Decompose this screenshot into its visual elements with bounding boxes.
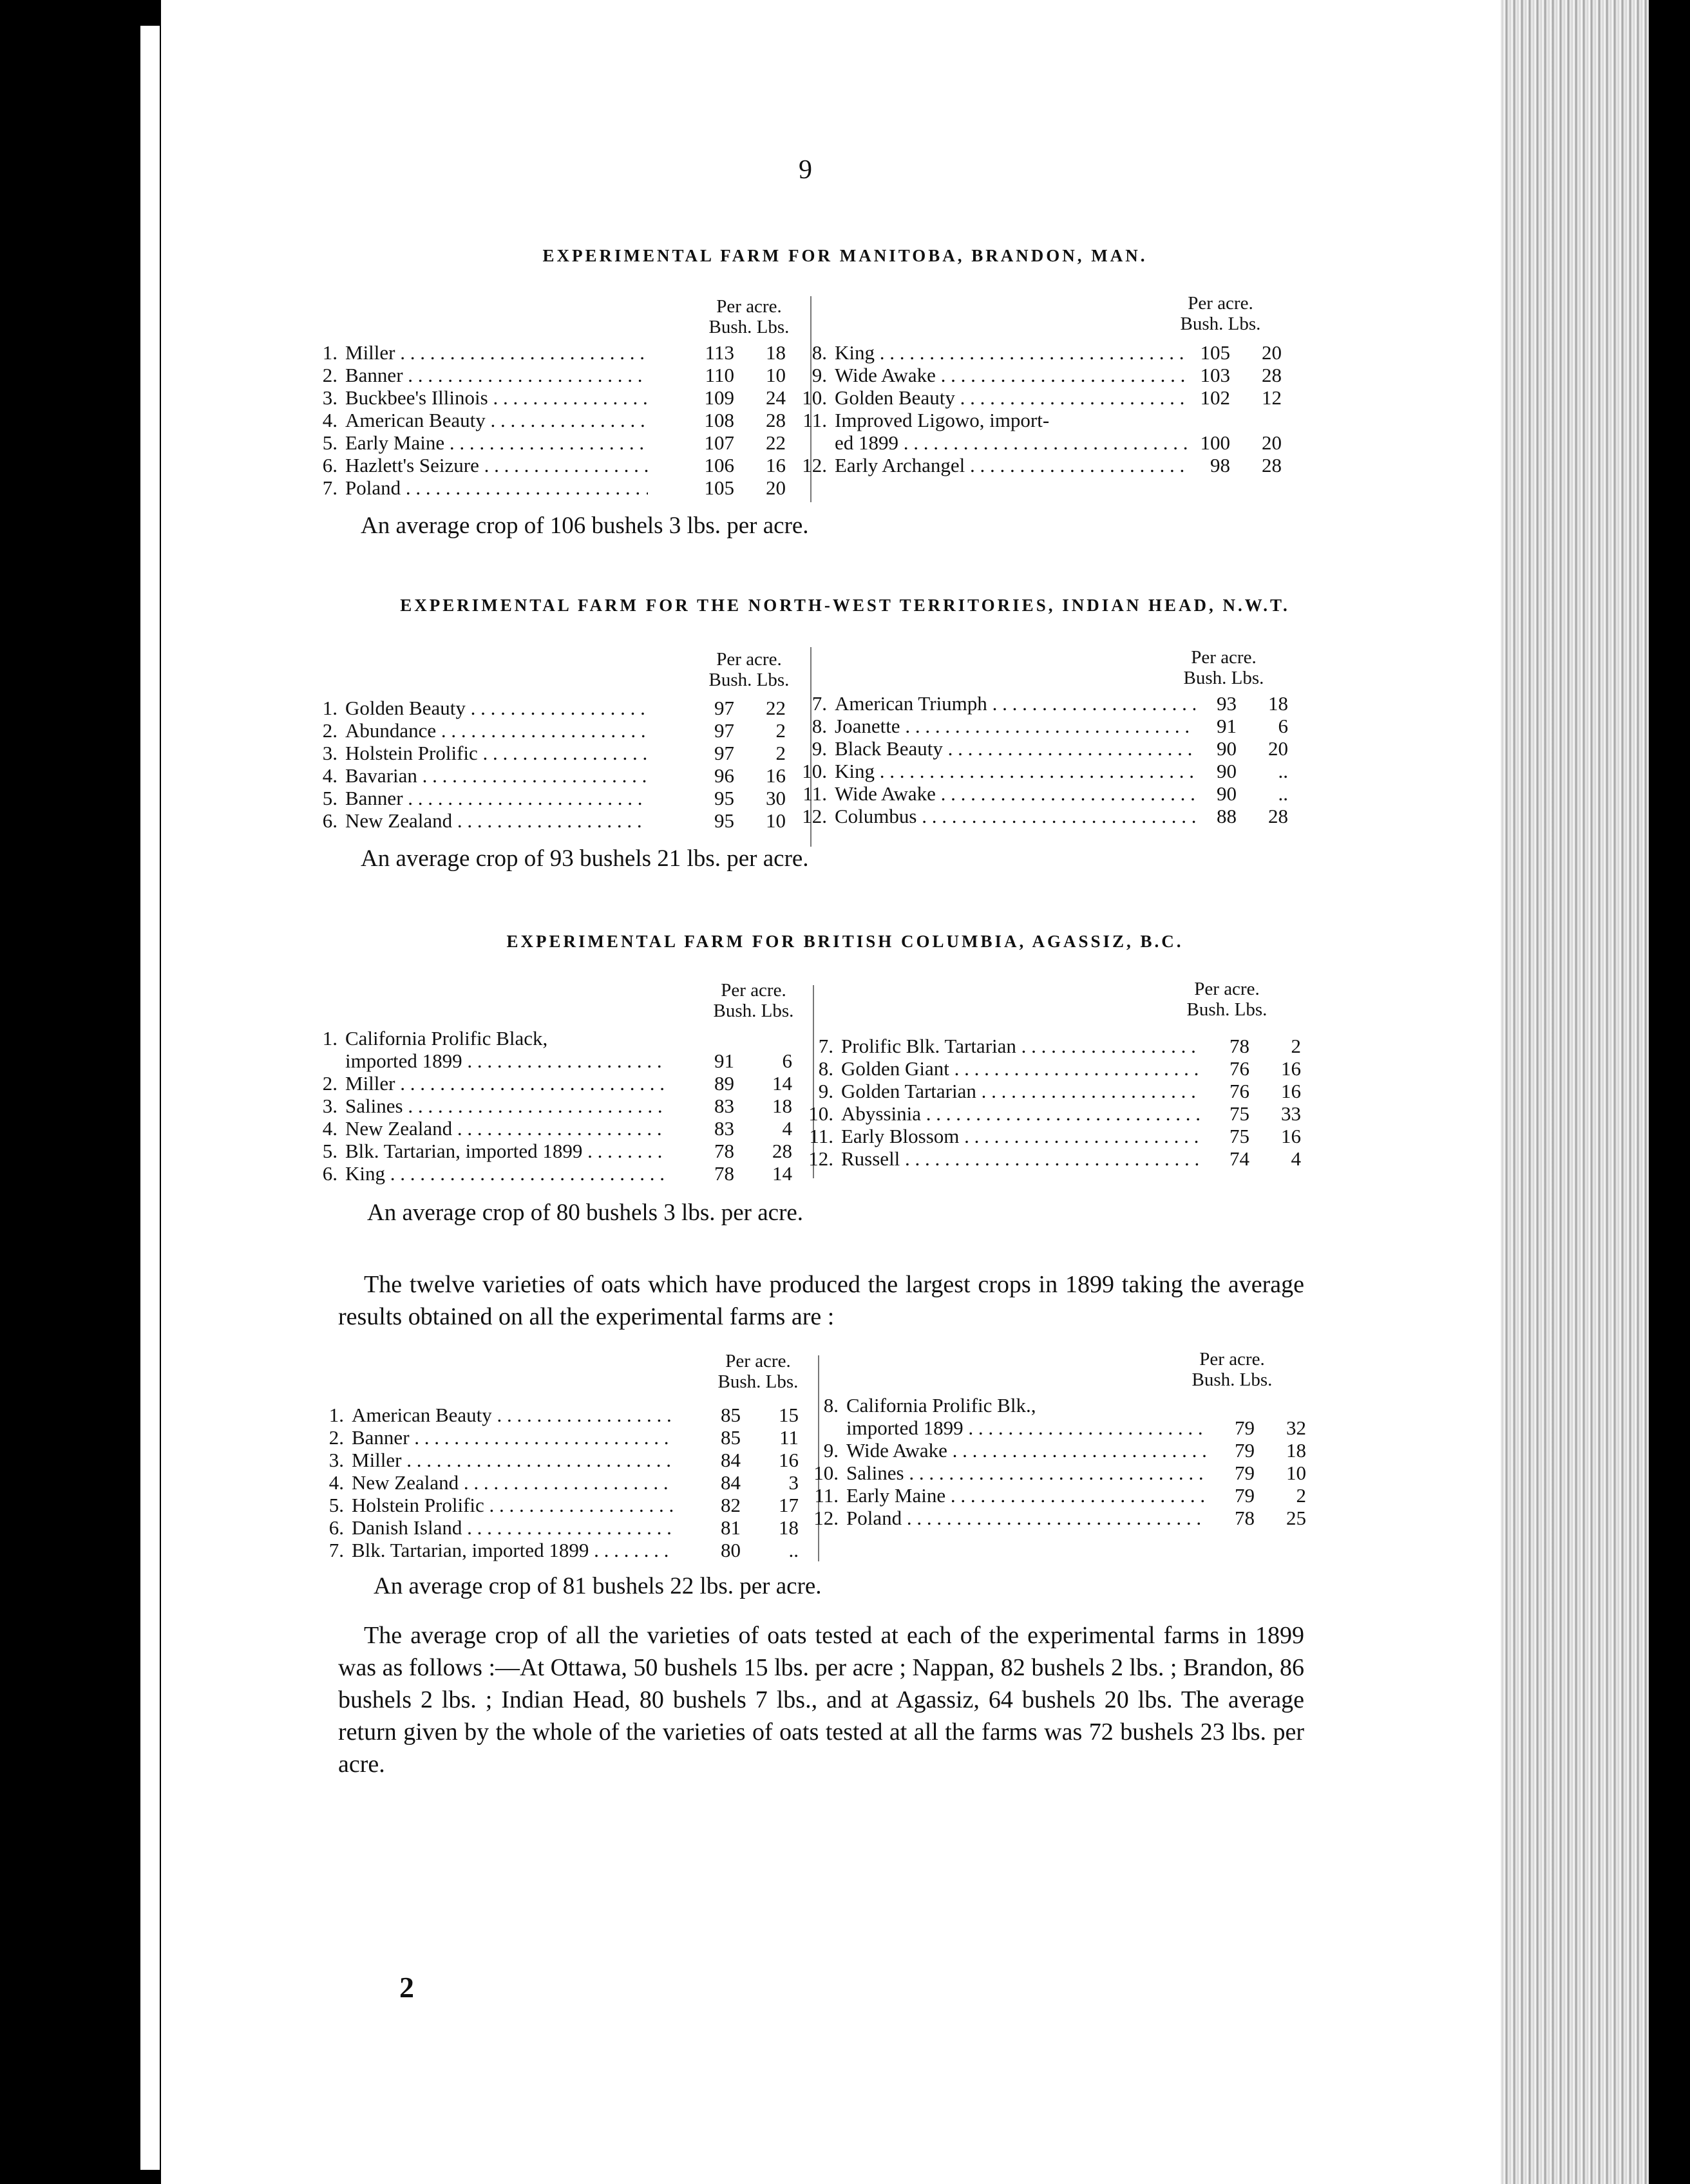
bushels-value: 85 <box>721 1404 741 1426</box>
table-row <box>316 1449 818 1471</box>
table-row <box>309 1050 812 1072</box>
pounds-value: 32 <box>1286 1417 1306 1439</box>
variety-name: ed 1899 . . . <box>835 431 1189 454</box>
bushels-value: 95 <box>714 809 734 832</box>
bushels-value: 107 <box>704 431 734 454</box>
table-row <box>810 1439 1313 1462</box>
bushels-value: 93 <box>1217 692 1237 715</box>
table-row <box>805 1147 1301 1170</box>
pounds-value: 22 <box>766 431 786 454</box>
variety-name: Joanette . . . <box>835 715 1195 737</box>
variety-name: Early Blossom . . . <box>841 1125 1202 1147</box>
table-row <box>309 386 799 409</box>
row-number: 12. <box>808 1147 833 1170</box>
col-header-right: Per acre. Bush. Lbs. <box>1186 979 1268 1020</box>
bushels-value: 91 <box>1217 715 1237 737</box>
page-edges <box>1501 0 1649 2184</box>
table-row <box>805 1035 1301 1057</box>
table-row <box>799 386 1295 409</box>
pounds-value: 2 <box>1291 1035 1301 1057</box>
bushels-value: 97 <box>714 719 734 742</box>
row-number: 4. <box>328 1471 344 1494</box>
variety-name: Holstein Prolific . . . <box>352 1494 674 1516</box>
row-number: 2. <box>322 719 337 742</box>
bushels-value: 97 <box>714 697 734 719</box>
row-number: 9. <box>812 737 827 760</box>
row-number: 4. <box>322 409 337 431</box>
table-row <box>799 692 1301 715</box>
variety-name: Buckbee's Illinois . . . <box>345 386 648 409</box>
row-number: 8. <box>812 715 827 737</box>
table-left-column <box>309 697 799 832</box>
table-row <box>316 1494 818 1516</box>
bushels-value: 98 <box>1210 454 1230 476</box>
bushels-value: 78 <box>1235 1507 1255 1529</box>
row-number: 9. <box>818 1080 833 1102</box>
table-row <box>309 1027 812 1050</box>
bushels-value: 84 <box>721 1449 741 1471</box>
summary-table-left <box>316 1404 818 1561</box>
bushels-value: 84 <box>721 1471 741 1494</box>
pounds-value: 20 <box>1262 431 1282 454</box>
table-left-column <box>309 341 799 499</box>
table-row <box>799 737 1301 760</box>
bushels-value: 83 <box>714 1095 734 1117</box>
pounds-value: .. <box>788 1539 799 1561</box>
pounds-value: 33 <box>1281 1102 1301 1125</box>
row-number: 3. <box>322 386 337 409</box>
table-row <box>309 409 799 431</box>
row-number: 6. <box>322 1162 337 1185</box>
variety-name: Improved Ligowo, import- <box>835 409 1050 431</box>
row-number: 2. <box>328 1426 344 1449</box>
pounds-value: 18 <box>779 1516 799 1539</box>
table-row <box>309 719 799 742</box>
pounds-value: 28 <box>1268 805 1288 827</box>
pounds-value: 20 <box>766 476 786 499</box>
average-text: An average crop of 106 bushels 3 lbs. per acre. <box>361 513 809 539</box>
row-number: 6. <box>322 454 337 476</box>
bushels-value: 78 <box>1230 1035 1249 1057</box>
table-row <box>316 1539 818 1561</box>
bushels-value: 88 <box>1217 805 1237 827</box>
bushels-value: 83 <box>714 1117 734 1140</box>
variety-name: Golden Tartarian . . . <box>841 1080 1202 1102</box>
pounds-value: .. <box>1278 760 1288 782</box>
pounds-value: 24 <box>766 386 786 409</box>
page-number: 9 <box>799 155 812 185</box>
pounds-value: 30 <box>766 787 786 809</box>
bushels-value: 96 <box>714 764 734 787</box>
bushels-value: 102 <box>1200 386 1230 409</box>
row-number: 5. <box>322 1140 337 1162</box>
row-number: 8. <box>823 1394 839 1417</box>
table-row <box>309 1072 812 1095</box>
pounds-value: 16 <box>779 1449 799 1471</box>
variety-name: Banner . . . <box>345 787 648 809</box>
table-row <box>309 809 799 832</box>
row-number: 3. <box>322 1095 337 1117</box>
bushels-value: 79 <box>1235 1439 1255 1462</box>
row-number: 6. <box>328 1516 344 1539</box>
bushels-value: 110 <box>705 364 734 386</box>
table-row <box>309 742 799 764</box>
variety-name: Wide Awake . . . <box>835 782 1195 805</box>
row-number: 8. <box>818 1057 833 1080</box>
bushels-value: 76 <box>1230 1080 1249 1102</box>
row-number: 10. <box>802 386 827 409</box>
variety-name: Golden Beauty . . . <box>835 386 1189 409</box>
pounds-value: 16 <box>1281 1057 1301 1080</box>
row-number: 8. <box>812 341 827 364</box>
col-header-left: Per acre. Bush. Lbs. <box>708 649 790 690</box>
variety-name: Abundance . . . <box>345 719 648 742</box>
variety-name: Poland . . . <box>846 1507 1207 1529</box>
row-number: 10. <box>802 760 827 782</box>
section-heading-nwt: EXPERIMENTAL FARM FOR THE NORTH-WEST TERRITORIES, INDIAN HEAD, N.W.T. <box>400 596 1290 615</box>
table-right-column <box>799 341 1295 476</box>
table-row <box>316 1404 818 1426</box>
bushels-value: 106 <box>704 454 734 476</box>
intro-paragraph: The twelve varieties of oats which have produced the largest crops in 1899 taking the average results obtained on all the experimental farms are : <box>338 1271 1304 1330</box>
table-row <box>316 1516 818 1539</box>
bushels-value: 90 <box>1217 760 1237 782</box>
col-header-right: Per acre. Bush. Lbs. <box>1192 1349 1273 1390</box>
section-heading-manitoba: EXPERIMENTAL FARM FOR MANITOBA, BRANDON, MAN. <box>542 246 1148 265</box>
bushels-value: 103 <box>1200 364 1230 386</box>
row-number: 9. <box>812 364 827 386</box>
average-text: An average crop of 80 bushels 3 lbs. per acre. <box>367 1200 804 1226</box>
table-row <box>309 341 799 364</box>
variety-name: Banner . . . <box>352 1426 674 1449</box>
table-right-column <box>799 692 1301 827</box>
row-number: 7. <box>812 692 827 715</box>
variety-name: New Zealand . . . <box>345 809 648 832</box>
row-number: 11. <box>814 1484 839 1507</box>
bushels-value: 95 <box>714 787 734 809</box>
row-number: 1. <box>328 1404 344 1426</box>
pounds-value: 20 <box>1262 341 1282 364</box>
row-number: 12. <box>813 1507 839 1529</box>
row-number: 4. <box>322 1117 337 1140</box>
row-number: 10. <box>808 1102 833 1125</box>
variety-name: New Zealand . . . <box>345 1117 667 1140</box>
col-header-right: Per acre. Bush. Lbs. <box>1180 293 1261 334</box>
bushels-value: 81 <box>721 1516 741 1539</box>
row-number: 7. <box>328 1539 344 1561</box>
row-number: 2. <box>322 1072 337 1095</box>
col-header-left: Per acre. Bush. Lbs. <box>708 296 790 337</box>
variety-name: California Prolific Blk., <box>846 1394 1036 1417</box>
bushels-value: 82 <box>721 1494 741 1516</box>
table-row <box>309 764 799 787</box>
table-row <box>810 1507 1313 1529</box>
variety-name: Salines . . . <box>846 1462 1207 1484</box>
variety-name: Columbus . . . <box>835 805 1195 827</box>
bushels-value: 79 <box>1235 1484 1255 1507</box>
variety-name: Golden Giant . . . <box>841 1057 1202 1080</box>
pounds-value: 2 <box>775 719 786 742</box>
table-left-column <box>309 1027 812 1185</box>
variety-name: Blk. Tartarian, imported 1899 . . . <box>345 1140 667 1162</box>
bushels-value: 75 <box>1230 1125 1249 1147</box>
average-text: An average crop of 81 bushels 22 lbs. per acre. <box>374 1573 822 1599</box>
pounds-value: 2 <box>1296 1484 1306 1507</box>
pounds-value: 11 <box>779 1426 799 1449</box>
bushels-value: 78 <box>714 1140 734 1162</box>
pounds-value: 28 <box>766 409 786 431</box>
variety-name: Holstein Prolific . . . <box>345 742 648 764</box>
table-row <box>309 454 799 476</box>
pounds-value: 4 <box>1291 1147 1301 1170</box>
pounds-value: 28 <box>1262 454 1282 476</box>
row-number: 11. <box>802 409 827 431</box>
bushels-value: 91 <box>714 1050 734 1072</box>
row-number: 1. <box>322 697 337 719</box>
pounds-value: 20 <box>1268 737 1288 760</box>
table-row <box>799 760 1301 782</box>
bushels-value: 105 <box>704 476 734 499</box>
book-gutter <box>140 26 160 2170</box>
pounds-value: 22 <box>766 697 786 719</box>
variety-name: King . . . <box>345 1162 667 1185</box>
bushels-value: 80 <box>721 1539 741 1561</box>
col-header-left: Per acre. Bush. Lbs. <box>717 1351 799 1392</box>
bushels-value: 90 <box>1217 782 1237 805</box>
row-number: 11. <box>809 1125 833 1147</box>
row-number: 7. <box>818 1035 833 1057</box>
row-number: 9. <box>823 1439 839 1462</box>
pounds-value: 18 <box>1268 692 1288 715</box>
pounds-value: 18 <box>1286 1439 1306 1462</box>
row-number: 1. <box>322 1027 337 1050</box>
col-header-left: Per acre. Bush. Lbs. <box>713 980 794 1021</box>
pounds-value: 10 <box>766 364 786 386</box>
bushels-value: 113 <box>705 341 734 364</box>
table-row <box>309 1095 812 1117</box>
table-row <box>799 431 1295 454</box>
variety-name: American Beauty . . . <box>345 409 648 431</box>
table-row <box>309 1117 812 1140</box>
variety-name: Early Archangel . . . <box>835 454 1189 476</box>
pounds-value: 3 <box>788 1471 799 1494</box>
table-row <box>810 1417 1313 1439</box>
table-row <box>309 476 799 499</box>
bushels-value: 108 <box>704 409 734 431</box>
variety-name: Black Beauty . . . <box>835 737 1195 760</box>
variety-name: Salines . . . <box>345 1095 667 1117</box>
pounds-value: 12 <box>1262 386 1282 409</box>
bushels-value: 76 <box>1230 1057 1249 1080</box>
table-row <box>810 1394 1313 1417</box>
table-row <box>309 1140 812 1162</box>
bushels-value: 79 <box>1235 1462 1255 1484</box>
table-row <box>805 1125 1301 1147</box>
table-row <box>799 341 1295 364</box>
variety-name: Miller . . . <box>345 1072 667 1095</box>
row-number: 6. <box>322 809 337 832</box>
bushels-value: 89 <box>714 1072 734 1095</box>
table-row <box>309 697 799 719</box>
row-number: 3. <box>328 1449 344 1471</box>
variety-name: Miller . . . <box>345 341 648 364</box>
table-row <box>316 1471 818 1494</box>
table-row <box>799 782 1301 805</box>
table-row <box>810 1484 1313 1507</box>
pounds-value: 10 <box>1286 1462 1306 1484</box>
variety-name: Early Maine . . . <box>846 1484 1207 1507</box>
variety-name: Miller . . . <box>352 1449 674 1471</box>
variety-name: Bavarian . . . <box>345 764 648 787</box>
pounds-value: 16 <box>766 764 786 787</box>
variety-name: Abyssinia . . . <box>841 1102 1202 1125</box>
table-row <box>799 409 1295 431</box>
pounds-value: 16 <box>1281 1125 1301 1147</box>
summary-table-right <box>810 1394 1313 1529</box>
variety-name: Prolific Blk. Tartarian . . . <box>841 1035 1202 1057</box>
pounds-value: .. <box>1278 782 1288 805</box>
variety-name: American Triumph . . . <box>835 692 1195 715</box>
bushels-value: 97 <box>714 742 734 764</box>
table-right-column <box>805 1012 1301 1170</box>
table-row <box>805 1012 1301 1035</box>
bushels-value: 75 <box>1230 1102 1249 1125</box>
row-number: 5. <box>322 787 337 809</box>
bushels-value: 105 <box>1200 341 1230 364</box>
row-number: 3. <box>322 742 337 764</box>
row-number: 4. <box>322 764 337 787</box>
table-row <box>805 1080 1301 1102</box>
pounds-value: 14 <box>772 1072 792 1095</box>
variety-name: Poland . . . <box>345 476 648 499</box>
pounds-value: 2 <box>775 742 786 764</box>
variety-name: imported 1899 . . . <box>345 1050 667 1072</box>
variety-name: King . . . <box>835 760 1195 782</box>
bushels-value: 100 <box>1200 431 1230 454</box>
pounds-value: 28 <box>1262 364 1282 386</box>
table-row <box>316 1426 818 1449</box>
bushels-value: 74 <box>1230 1147 1249 1170</box>
table-row <box>805 1102 1301 1125</box>
row-number: 1. <box>322 341 337 364</box>
row-number: 7. <box>322 476 337 499</box>
pounds-value: 17 <box>779 1494 799 1516</box>
pounds-value: 16 <box>766 454 786 476</box>
table-row <box>309 431 799 454</box>
closing-paragraph: The average crop of all the varieties of oats tested at each of the experimental farms in 1899 was as follows :—At Ottawa, 50 bushels 15 lbs. per acre ; Nappan, 82 bushels 2 lbs. ; Brandon, 86 bushels 2 lbs. ; Indian Head, 80 bushels 7 lbs., and at Agassiz, 64 bushels 20 lbs. The average return given by the whole of the varieties of oats tested at all the farms was 72 bushels 23 lbs. per acre. <box>338 1622 1304 1778</box>
variety-name: Wide Awake . . . <box>846 1439 1207 1462</box>
pounds-value: 16 <box>1281 1080 1301 1102</box>
variety-name: American Beauty . . . <box>352 1404 674 1426</box>
table-row <box>309 364 799 386</box>
section-heading-bc: EXPERIMENTAL FARM FOR BRITISH COLUMBIA, AGASSIZ, B.C. <box>506 932 1184 951</box>
bushels-value: 78 <box>714 1162 734 1185</box>
table-row <box>799 715 1301 737</box>
variety-name: California Prolific Black, <box>345 1027 548 1050</box>
variety-name: New Zealand . . . <box>352 1471 674 1494</box>
pounds-value: 28 <box>772 1140 792 1162</box>
variety-name: Russell . . . <box>841 1147 1202 1170</box>
row-number: 10. <box>813 1462 839 1484</box>
signature-mark: 2 <box>399 1971 414 2004</box>
pounds-value: 14 <box>772 1162 792 1185</box>
variety-name: Wide Awake . . . <box>835 364 1189 386</box>
table-row <box>799 454 1295 476</box>
variety-name: Early Maine . . . <box>345 431 648 454</box>
row-number: 2. <box>322 364 337 386</box>
average-text: An average crop of 93 bushels 21 lbs. per acre. <box>361 845 809 872</box>
pounds-value: 18 <box>766 341 786 364</box>
pounds-value: 6 <box>782 1050 792 1072</box>
row-number: 5. <box>322 431 337 454</box>
pounds-value: 15 <box>779 1404 799 1426</box>
variety-name: Golden Beauty . . . <box>345 697 648 719</box>
pounds-value: 4 <box>782 1117 792 1140</box>
variety-name: imported 1899 . . . <box>846 1417 1207 1439</box>
table-row <box>309 1162 812 1185</box>
table-row <box>309 787 799 809</box>
bushels-value: 90 <box>1217 737 1237 760</box>
pounds-value: 10 <box>766 809 786 832</box>
row-number: 12. <box>802 454 827 476</box>
variety-name: King . . . <box>835 341 1189 364</box>
variety-name: Danish Island . . . <box>352 1516 674 1539</box>
pounds-value: 6 <box>1278 715 1288 737</box>
table-row <box>799 805 1301 827</box>
row-number: 5. <box>328 1494 344 1516</box>
variety-name: Banner . . . <box>345 364 648 386</box>
bushels-value: 109 <box>704 386 734 409</box>
row-number: 12. <box>802 805 827 827</box>
row-number: 11. <box>802 782 827 805</box>
pounds-value: 25 <box>1286 1507 1306 1529</box>
pounds-value: 18 <box>772 1095 792 1117</box>
variety-name: Hazlett's Seizure . . . <box>345 454 648 476</box>
bushels-value: 79 <box>1235 1417 1255 1439</box>
table-row <box>799 364 1295 386</box>
variety-name: Blk. Tartarian, imported 1899 . . . <box>352 1539 674 1561</box>
table-row <box>810 1462 1313 1484</box>
bushels-value: 85 <box>721 1426 741 1449</box>
table-row <box>805 1057 1301 1080</box>
col-header-right: Per acre. Bush. Lbs. <box>1183 647 1264 688</box>
